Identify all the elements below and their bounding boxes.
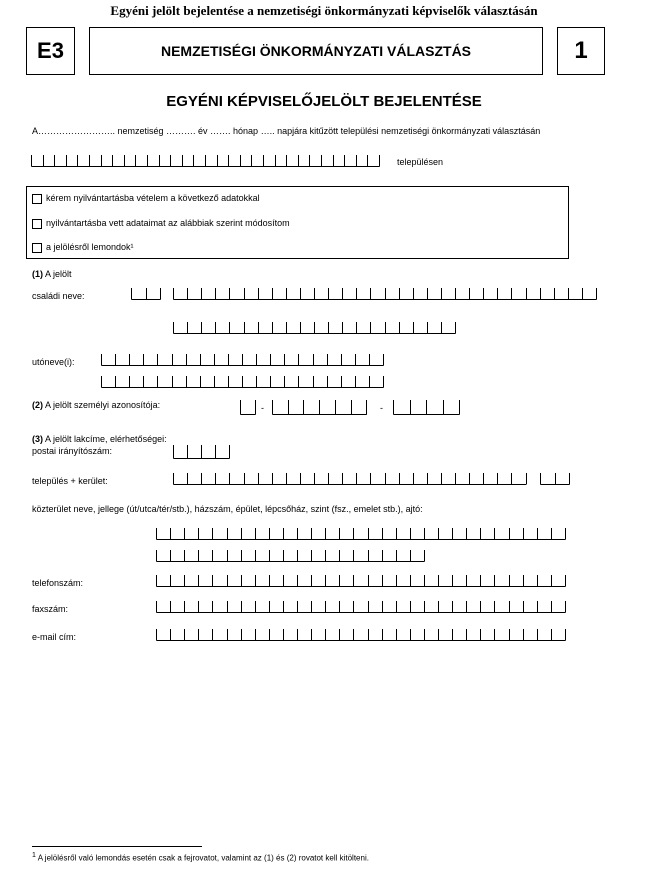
family-name-prefix-field[interactable] <box>131 288 160 299</box>
footnote <box>32 852 369 863</box>
family-name-field-2[interactable] <box>173 322 455 333</box>
street-label: közterület neve, jellege (út/utca/tér/stb.), házszám, épület, lépcsőház, szint (fsz., emelet stb.), ajtó: <box>32 504 423 514</box>
section2-title: A jelölt személyi azonosítója: <box>45 400 161 410</box>
form-top-title: Egyéni jelölt bejelentése a nemzetiségi önkormányzati képviselők választásán <box>110 3 538 18</box>
personal-id-field-3[interactable] <box>393 400 459 414</box>
form-banner-box <box>89 27 543 75</box>
street-field-1[interactable] <box>156 528 565 539</box>
section3-title: A jelölt lakcíme, elérhetőségei: <box>45 434 167 444</box>
family-name-field-1[interactable] <box>173 288 596 299</box>
form-banner: NEMZETISÉGI ÖNKORMÁNYZATI VÁLASZTÁS <box>160 43 472 59</box>
option-withdraw-checkbox[interactable] <box>32 243 42 253</box>
option-withdraw[interactable] <box>32 242 134 253</box>
email-field[interactable] <box>156 629 565 640</box>
footnote-mark: 1 <box>32 852 36 859</box>
option-withdraw-label: a jelölésről lemondok¹ <box>46 242 134 252</box>
footnote-text: A jelölésről való lemondás esetén csak a fejrovatot, valamint az (1) és (2) rovatot kell kitölteni. <box>37 853 369 863</box>
personal-id-dash-1: - <box>261 403 264 413</box>
phone-label: telefonszám: <box>32 578 84 588</box>
intro-line: A…………………….. nemzetiség ………. év ……. hónap ….. napjára kitűzött települési nemzetiségi önkormányzati választásán <box>32 126 541 136</box>
city-label: település + kerület: <box>32 476 108 486</box>
family-name-label: családi neve: <box>32 291 85 301</box>
settlement-suffix: településen <box>397 157 444 167</box>
form-code-box <box>26 27 75 75</box>
phone-field[interactable] <box>156 575 565 586</box>
option-register-checkbox[interactable] <box>32 194 42 204</box>
option-modify-label: nyilvántartásba vett adataimat az alábbiak szerint módosítom <box>46 218 290 228</box>
section1-title: A jelölt <box>45 269 72 279</box>
postal-code-label: postai irányítószám: <box>32 446 113 456</box>
personal-id-field-1[interactable] <box>240 400 255 414</box>
section2-num: (2) <box>32 400 43 410</box>
given-name-label: utóneve(i): <box>32 357 75 367</box>
postal-code-field[interactable] <box>173 445 229 458</box>
page-number: 1 <box>574 37 588 64</box>
section2-heading <box>32 400 160 410</box>
option-modify[interactable] <box>32 218 290 229</box>
district-field[interactable] <box>540 473 569 484</box>
email-label: e-mail cím: <box>32 632 77 642</box>
section1-heading <box>32 269 72 279</box>
personal-id-dash-2: - <box>380 403 383 413</box>
option-register-label: kérem nyilvántartásba vételem a következő adatokkal <box>46 193 260 203</box>
personal-id-field-2[interactable] <box>272 400 366 414</box>
option-register[interactable] <box>32 193 260 204</box>
given-name-field-2[interactable] <box>101 376 383 387</box>
form-code: E3 <box>37 38 64 63</box>
option-modify-checkbox[interactable] <box>32 219 42 229</box>
settlement-field[interactable] <box>31 155 379 166</box>
given-name-field-1[interactable] <box>101 354 383 365</box>
footnote-divider <box>32 846 202 847</box>
street-field-2[interactable] <box>156 550 424 561</box>
fax-field[interactable] <box>156 601 565 612</box>
section1-num: (1) <box>32 269 43 279</box>
main-title: EGYÉNI KÉPVISELŐJELÖLT BEJELENTÉSE <box>166 93 482 110</box>
section3-num: (3) <box>32 434 43 444</box>
section3-heading <box>32 434 167 444</box>
page-number-box <box>557 27 605 75</box>
city-field[interactable] <box>173 473 526 484</box>
fax-label: faxszám: <box>32 604 69 614</box>
